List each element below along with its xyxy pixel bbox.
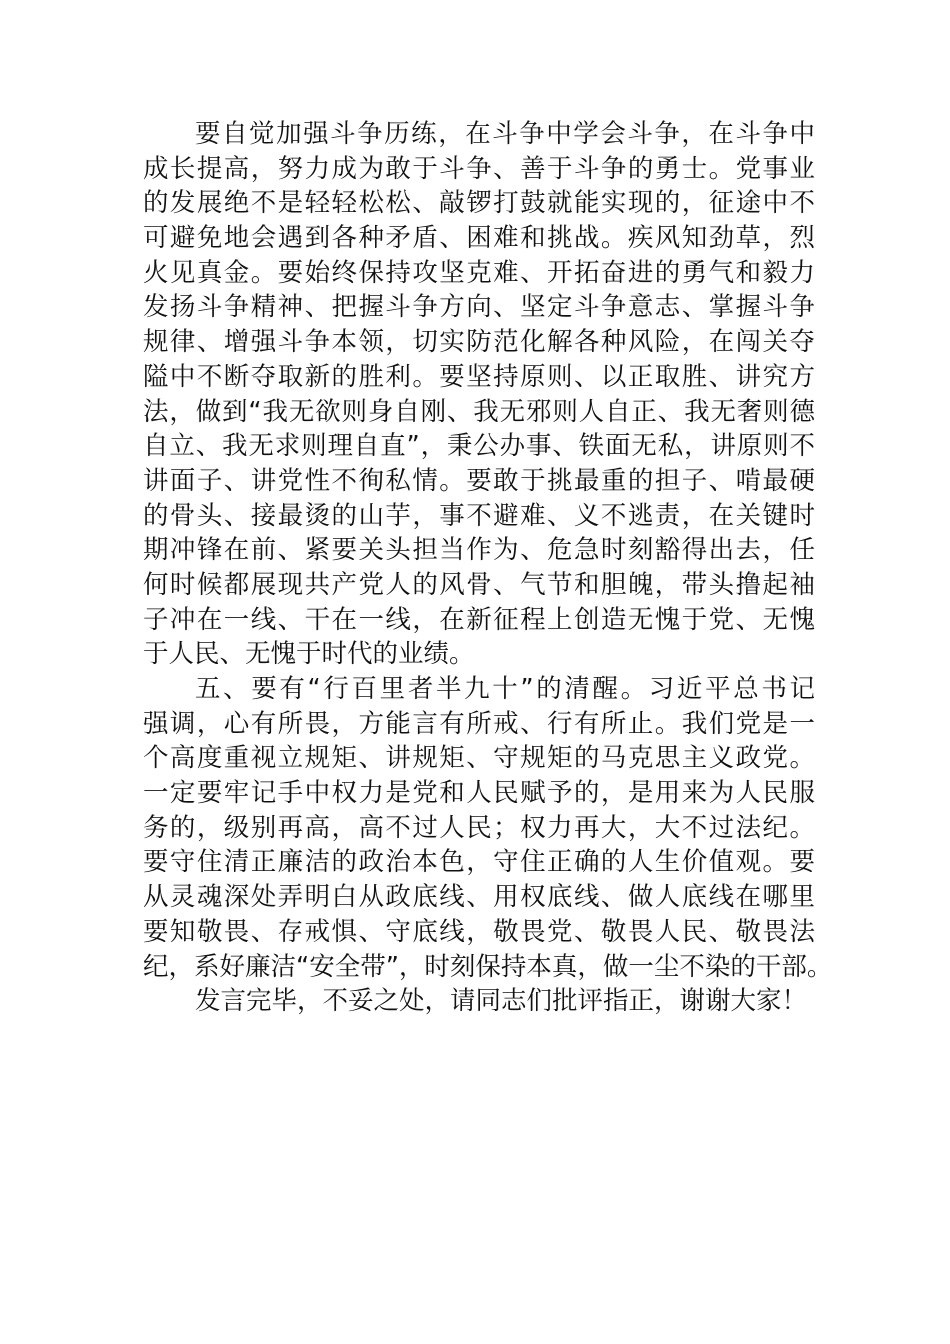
- paragraph-1-line-12: 的骨头、接最烫的山芋，事不避难、义不逃责，在关键时: [143, 500, 815, 531]
- paragraph-2-line-9: 纪，系好廉洁“安全带”，时刻保持本真，做一尘不染的干部。: [143, 951, 833, 982]
- paragraph-1-line-15: 子冲在一线、干在一线，在新征程上创造无愧于党、无愧: [143, 604, 815, 635]
- paragraph-1-line-1: 要自觉加强斗争历练，在斗争中学会斗争，在斗争中: [195, 119, 815, 149]
- paragraph-2-line-3: 个高度重视立规矩、讲规矩、守规矩的马克思主义政党。: [143, 743, 815, 774]
- paragraph-1-line-3: 的发展绝不是轻轻松松、敲锣打鼓就能实现的，征途中不: [143, 188, 815, 219]
- paragraph-1-line-14: 何时候都展现共产党人的风骨、气节和胆魄，带头撸起袖: [143, 569, 815, 600]
- paragraph-1-line-5: 火见真金。要始终保持攻坚克难、开拓奋进的勇气和毅力: [143, 257, 815, 288]
- paragraph-1-line-10: 自立、我无求则理自直”，秉公办事、铁面无私，讲原则不: [143, 431, 815, 462]
- paragraph-1-line-13: 期冲锋在前、紧要关头担当作为、危急时刻豁得出去，任: [143, 535, 815, 566]
- paragraph-2-line-6: 要守住清正廉洁的政治本色，守住正确的人生价值观。要: [143, 847, 815, 878]
- paragraph-1-line-6: 发扬斗争精神、把握斗争方向、坚定斗争意志、掌握斗争: [143, 292, 815, 323]
- paragraph-2-line-2: 强调，心有所畏，方能言有所戒、行有所止。我们党是一: [143, 708, 815, 739]
- paragraph-1-line-2: 成长提高，努力成为敢于斗争、善于斗争的勇士。党事业: [143, 153, 815, 184]
- paragraph-1-line-4: 可避免地会遇到各种矛盾、困难和挑战。疾风知劲草，烈: [143, 223, 815, 254]
- paragraph-2-line-5: 务的，级别再高，高不过人民；权力再大，大不过法纪。: [143, 812, 815, 843]
- paragraph-2-line-8: 要知敬畏、存戒惧、守底线，敬畏党、敬畏人民、敬畏法: [143, 916, 815, 947]
- paragraph-1-line-9: 法，做到“我无欲则身自刚、我无邪则人自正、我无奢则德: [143, 396, 815, 427]
- paragraph-3-line-1: 发言完毕，不妥之处，请同志们批评指正，谢谢大家！: [195, 986, 808, 1017]
- paragraph-2-line-1: 五、要有“行百里者半九十”的清醒。习近平总书记: [195, 674, 815, 704]
- paragraph-2-line-7: 从灵魂深处弄明白从政底线、用权底线、做人底线在哪里: [143, 882, 815, 913]
- paragraph-1-line-8: 隘中不断夺取新的胜利。要坚持原则、以正取胜、讲究方: [143, 361, 815, 392]
- paragraph-1-line-7: 规律、增强斗争本领，切实防范化解各种风险，在闯关夺: [143, 327, 815, 358]
- paragraph-1-line-11: 讲面子、讲党性不徇私情。要敢于挑最重的担子、啃最硬: [143, 465, 815, 496]
- document-body: [143, 117, 833, 1019]
- paragraph-2-line-4: 一定要牢记手中权力是党和人民赋予的，是用来为人民服: [143, 778, 815, 809]
- paragraph-1-line-16: 于人民、无愧于时代的业绩。: [143, 639, 475, 670]
